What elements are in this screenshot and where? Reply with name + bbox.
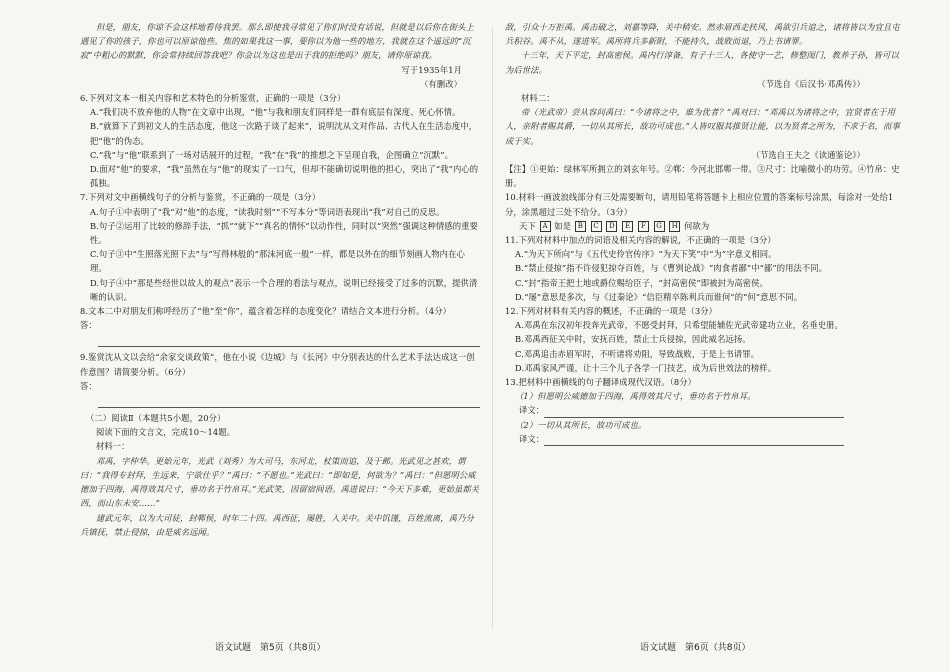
- q10-segmentation-row: [505, 219, 905, 233]
- q6-option-c: C.“我”与“他”联系到了一场对话展开的过程，“我”在“我”的推想之下呈现自我，企图确立“沉默”。: [90, 149, 453, 160]
- q10-box-f[interactable]: F: [638, 221, 649, 232]
- material-2-paragraph: 帝（光武帝）尝从容问禹曰：“今诸将之中，谁为优者？”禹对曰：“邓禹以为诸将之中，宜贤者在于用人，亲附者赐其爵，一切从其所长，故功可成也。”人皆叹服其推贤让能，以为贤者之所为，不求于名，而事成于实。: [505, 107, 900, 146]
- q13-translation-1-line[interactable]: [544, 407, 844, 418]
- material-2-label: 材料二：: [521, 93, 555, 104]
- essay-date: 写于1935年1月: [401, 64, 462, 75]
- q10-box-c[interactable]: C: [591, 221, 602, 232]
- q13-translation-2-line[interactable]: [544, 435, 844, 446]
- q10-text-tail: 何欲为: [684, 220, 710, 231]
- q8-answer-line[interactable]: [98, 333, 480, 347]
- q13-sentence-1: （1）但愿明公威德加于四海，禹得效其尺寸，垂功名于竹帛耳。: [515, 391, 756, 402]
- q11-option-a: A.“为天下所向”与《五代史伶官传序》“为天下笑”中“为”字意义相同。: [515, 249, 777, 260]
- question-12: 12.下列对材料有关内容的概述，不正确的一项是（3分）: [505, 306, 718, 317]
- page-divider: [492, 28, 493, 628]
- question-9: 9.鉴赏沈从文以会给“余家交谈政策”，他在小说《边城》与《长河》中分别表达的什么艺术手法达成这一创作意图？请简要分析。（6分）: [80, 352, 475, 377]
- q7-option-c: C.句子③中“生照落光照下去”与“写得林般的“那沫河底一般”一样，都是以外在的细节刻画人物内在心理。: [90, 249, 465, 274]
- q7-option-b: B.句子②运用了比较的修辞手法，“抓”“就下”“真名的情怀”以动作性，同时以“突然”强调这种情感的重要性。: [90, 220, 478, 246]
- q13-translation-2-row: [505, 432, 905, 446]
- question-7: 7.下列对文中画横线句子的分析与鉴赏，不正确的一项是（3分）: [80, 192, 321, 203]
- q10-box-h[interactable]: H: [669, 221, 680, 232]
- q7-option-d: D.句子④中“那是些经世以故人的观点”表示一个合理的看法与观点，说明已经接受了过多的沉默，提供清晰的认识。: [90, 277, 478, 302]
- q10-box-e[interactable]: E: [622, 221, 633, 232]
- q6-option-b: B.“就算下了到初文人的生活态度，他这一次路于谈了起来”，说明沈从文对作品、古代人在生活态度中，把“他”的伪态。: [90, 121, 478, 146]
- q13-sentence-2: （2）一切从其所长，故功可成也。: [515, 419, 647, 430]
- essay-closing-paragraph: 但是，朋友，你谅不会这样地看待我罢。那么即使我寻常见了你们时没有话说，但就是以后你在街头上遇见了你的孩子，你也可以原谅他些。焦的如果我这一事，要你以为他一些的地方，我就在这个遥远的“沉寂”中粗心的默默，你会常持续回答我吧？你会以为这也是出于我的拒绝吗？朋友，请你原谅我。: [80, 22, 474, 61]
- q10-text-mid: 如是: [554, 220, 572, 231]
- question-13: 13.把材料中画横线的句子翻译成现代汉语。（8分）: [505, 377, 697, 388]
- q13-translation-1-label: 译文：: [519, 405, 545, 416]
- material-1-paragraph-1: 邓禹，字仲华。更始元年，光武（刘秀）为大司马，东河北，杖策而追，及于邺。光武见之甚欢，谓曰：“我得专封拜，生远来，宁欲仕乎？”禹曰：“不愿也。”光武曰：“即如是，何欲为？”禹曰：“但愿明公威德加于四海，禹得效其尺寸，垂功名于竹帛耳。”光武笑，因留宿间语。禹进说曰：“今天下多难，更始虽都关西，而山东未安……”: [80, 455, 480, 509]
- material-2-source: （节选自王夫之《读通鉴论》）: [751, 149, 865, 160]
- section-2-heading: （二）阅读Ⅱ（本题共5小题，20分）: [86, 413, 226, 424]
- q12-option-a: A.邓禹在东汉初年投奔光武帝，不愿受封拜，只希望能辅佐光武帝建功立业，名垂史册。: [515, 320, 843, 331]
- question-6: 6.下列对文本一相关内容和艺术特色的分析鉴赏，正确的一项是（3分）: [80, 93, 346, 104]
- q11-option-b: B.“禁止侵掠”指不许侵犯掠夺百姓，与《曹刿论战》“肉食者鄙”中“鄙”的用法不同。: [515, 263, 828, 274]
- footer-left-page-number: 语文试题 第5页（共8页）: [215, 643, 326, 653]
- page-left: [80, 20, 480, 539]
- q10-box-a[interactable]: A: [540, 221, 551, 232]
- material-1-continuation: 敌，引众十万拒禹。禹击破之，刘嘉等降，关中稍安。然赤眉西走扶风，禹欲引兵追之，诸将皆以为宜且屯兵积谷。禹不从，遂进军。禹所将兵多新附，不能持久，战败而退，乃上书请罪。: [505, 22, 900, 47]
- q7-option-a: A.句子①中表明了“我”对“他”的态度，“读我时刻”“不写本分”等词语表现出“我”对自己的反思。: [90, 206, 445, 217]
- q9-answer-label: 答：: [80, 380, 97, 391]
- question-10: 10.材料一画波浪线部分有三处需要断句，请用铅笔将答题卡上相应位置的答案标号涂黑，每涂对一处给1分，涂黑超过三处不给分。（3分）: [505, 192, 894, 217]
- q10-box-g[interactable]: G: [654, 221, 665, 232]
- q12-option-d: D.邓禹家风严谨，让十三个儿子各学一门技艺，成为后世效法的榜样。: [515, 362, 777, 373]
- material-1-paragraph-2: 建武元年，以为大司徒，封郸侯，时年二十四。禹西征，屡胜，入关中。关中饥馑，百姓流离，禹乃分兵镇抚，禁止侵掠，由是威名远闻。: [80, 512, 474, 537]
- footer-right-page-number: 语文试题 第6页（共8页）: [640, 643, 751, 653]
- q13-translation-2-label: 译文：: [519, 433, 545, 444]
- q10-box-b[interactable]: B: [575, 221, 586, 232]
- material-1-source: （节选自《后汉书·邓禹传》）: [757, 78, 865, 89]
- q10-box-d[interactable]: D: [606, 221, 617, 232]
- q12-option-b: B.邓禹西征关中时，安抚百姓，禁止士兵侵掠，因此威名远扬。: [515, 334, 751, 345]
- annotation-note: 【注】①更始：绿林军所拥立的刘玄年号。②郸：今河北邯郸一带。③尺寸：比喻微小的功劳。④竹帛：史册。: [505, 164, 900, 189]
- material-1-closing: 十三年，天下平定，封高密侯。禹内行淳备，有子十三人，各使守一艺，修整闺门，教养子孙，皆可以为后世法。: [505, 50, 899, 75]
- q12-option-c: C.邓禹追击赤眉军时，不听诸将劝阻，导致战败，于是上书请罪。: [515, 348, 760, 359]
- q9-answer-line[interactable]: [98, 394, 480, 408]
- q10-text-head: 天下: [519, 220, 536, 231]
- question-11: 11.下列对材料中加点的词语及相关内容的解说，不正确的一项是（3分）: [505, 235, 776, 246]
- q8-answer-label: 答：: [80, 320, 97, 331]
- q13-translation-1-row: [505, 403, 905, 417]
- page-right: [505, 20, 905, 446]
- question-8: 8.文本二中对朋友们称呼经历了“他”至“你”，蕴含着怎样的态度变化？请结合文本进行分析。（4分）: [80, 306, 451, 317]
- section-2-intro: 阅读下面的文言文，完成10～14题。: [96, 427, 236, 438]
- q11-option-d: D.“屡”意思是多次，与《过秦论》“信臣精卒陈利兵而谁何”的“何”意思不同。: [515, 291, 803, 302]
- material-1-label: 材料一：: [96, 441, 130, 452]
- essay-source: （有删改）: [420, 78, 462, 89]
- q6-option-a: A.“我们决不放弃他的人物”在文章中出现，“他”与我和朋友们同样是一群有底层有深度、死心怀情。: [90, 107, 461, 118]
- q11-option-c: C.“封”指帝王把土地或爵位赐给臣子，“封高密侯”即被封为高密侯。: [515, 277, 768, 288]
- q6-option-d: D.面对“他”的要求，“我”虽然在与“他”的现实了一口气，但却不能确切说明他的担心，突出了“我”内心的孤独。: [90, 164, 479, 189]
